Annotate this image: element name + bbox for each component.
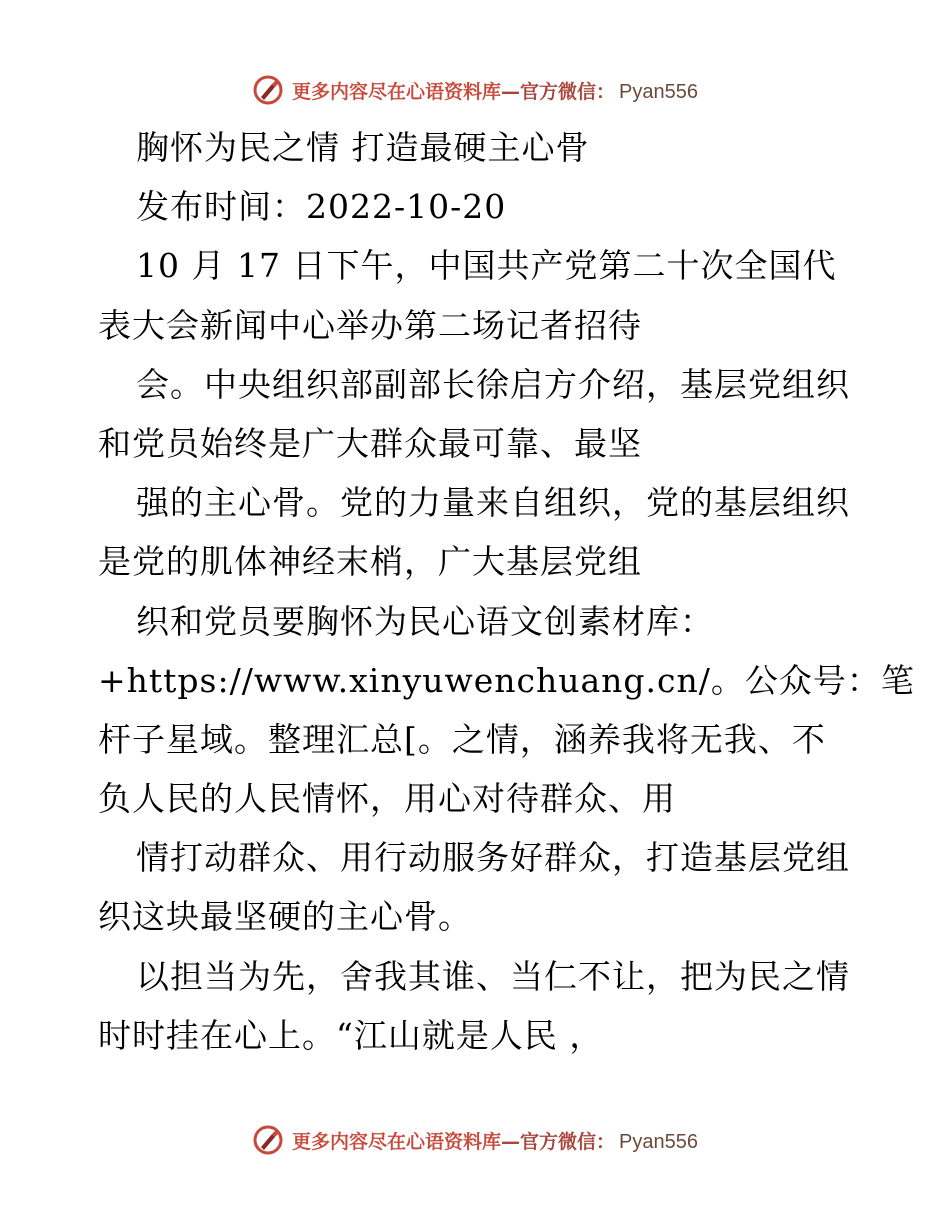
text-line: 时时挂在心上。“江山就是人民 ， (98, 1015, 604, 1055)
banner-site-name: 更多内容尽在心语资料库 (292, 1130, 502, 1153)
banner-text (292, 77, 698, 104)
banner-wechat-label: —官方微信： (501, 80, 616, 103)
document-body (98, 118, 915, 1065)
text-line: 织和党员要胸怀为民心语文创素材库： (136, 601, 714, 641)
text-line: 负人民的人民情怀，用心对待群众、用 (98, 779, 676, 819)
text-line: 10 月 17 日下午，中国共产党第二十次全国代 (136, 246, 837, 286)
text-line: 情打动群众、用行动服务好群众，打造基层党组 (136, 838, 850, 878)
text-line: +https://www.xinyuwenchuang.cn/。公众号：笔 (98, 660, 915, 700)
text-line: 织这块最坚硬的主心骨。 (98, 897, 472, 937)
header-banner (0, 68, 950, 112)
text-line: 会。中央组织部副部长徐启方介绍，基层党组织 (136, 364, 850, 404)
banner-wechat-label: —官方微信： (501, 1130, 616, 1153)
text-line: 强的主心骨。党的力量来自组织，党的基层组织 (136, 483, 850, 523)
banner-text (292, 1127, 698, 1154)
banner-wechat-id: Pyan556 (619, 1130, 698, 1153)
pen-circle-logo-icon (252, 74, 284, 106)
publish-date: 发布时间：2022-10-20 (136, 187, 507, 227)
banner-site-name: 更多内容尽在心语资料库 (292, 80, 502, 103)
banner-wechat-id: Pyan556 (619, 80, 698, 103)
text-line: 和党员始终是广大群众最可靠、最坚 (98, 423, 642, 463)
text-line: 杆子星域。整理汇总[。之情，涵养我将无我、不 (98, 719, 826, 759)
article-title: 胸怀为民之情 打造最硬主心骨 (136, 128, 590, 167)
pen-circle-logo-icon (252, 1124, 284, 1156)
text-line: 以担当为先，舍我其谁、当仁不让，把为民之情 (136, 956, 850, 996)
text-line: 表大会新闻中心举办第二场记者招待 (98, 305, 642, 345)
text-line: 是党的肌体神经末梢，广大基层党组 (98, 542, 642, 582)
footer-banner (0, 1118, 950, 1162)
